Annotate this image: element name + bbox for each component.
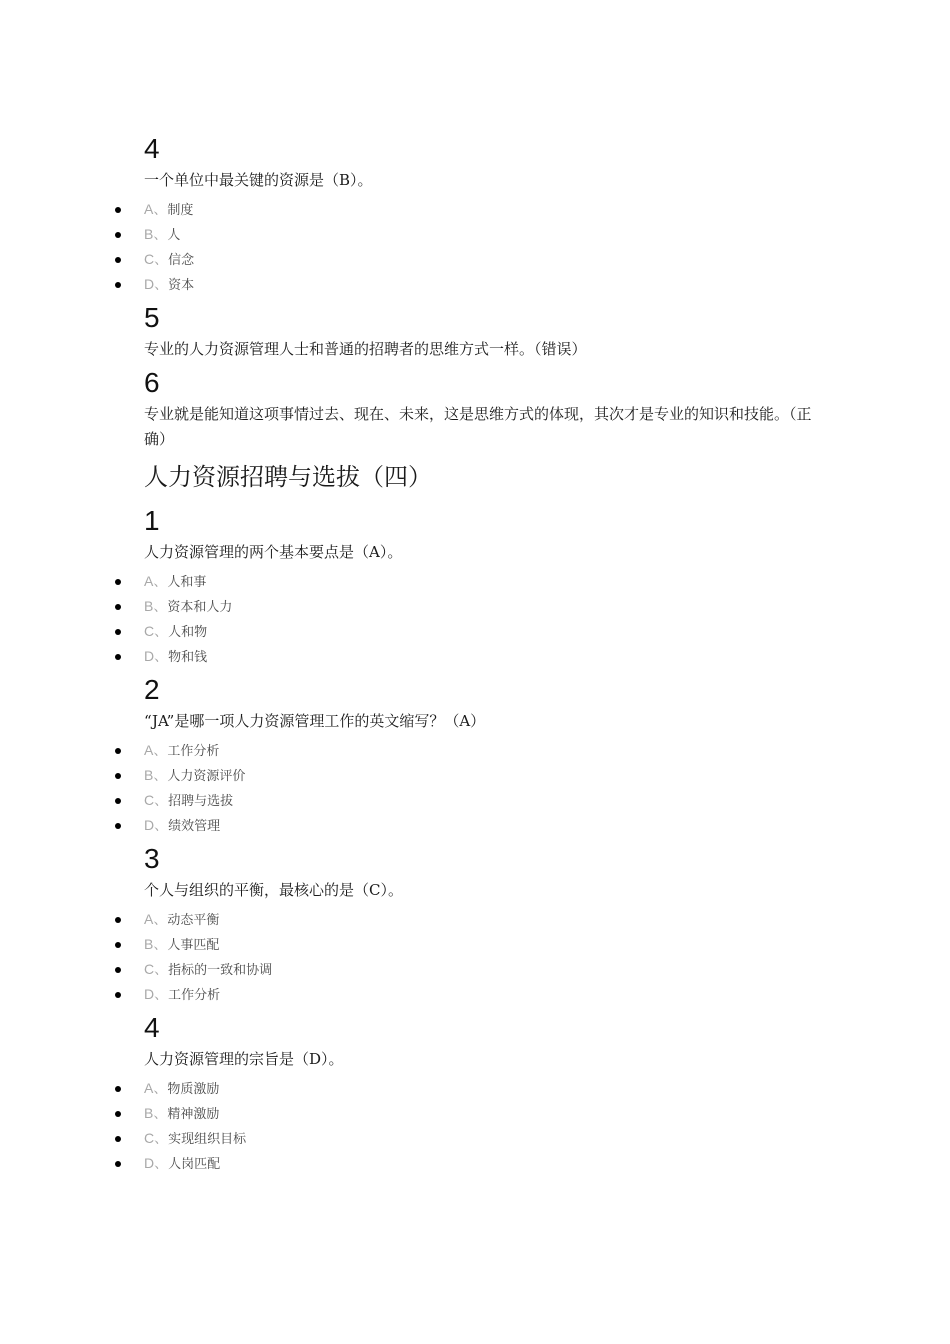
- option-letter: D、: [144, 1155, 169, 1171]
- option-text: 绩效管理: [168, 819, 221, 834]
- option-letter: A、: [144, 1080, 168, 1096]
- option-item: [144, 907, 824, 932]
- option-letter: A、: [144, 201, 168, 217]
- question-text: 人力资源管理的宗旨是（D）。: [144, 1050, 344, 1068]
- option-letter: B、: [144, 936, 168, 952]
- question-number: 2: [144, 674, 160, 705]
- bullet-icon: [115, 604, 121, 610]
- question-text: 个人与组织的平衡，最核心的是（C）。: [144, 881, 403, 899]
- option-item: [144, 1101, 824, 1126]
- option-item: [144, 1151, 824, 1176]
- document-content: [144, 132, 824, 1180]
- option-item: [144, 247, 824, 272]
- option-item: [144, 763, 824, 788]
- bullet-icon: [115, 917, 121, 923]
- option-text: 人力资源评价: [167, 769, 246, 784]
- option-text: 人: [167, 228, 181, 243]
- bullet-icon: [115, 967, 121, 973]
- option-letter: A、: [144, 573, 168, 589]
- bullet-icon: [115, 654, 121, 660]
- option-item: [144, 569, 824, 594]
- option-letter: B、: [144, 598, 168, 614]
- question-block: [144, 673, 824, 838]
- question-block: [144, 301, 824, 362]
- bullet-icon: [115, 1136, 121, 1142]
- bullet-icon: [115, 232, 121, 238]
- option-item: [144, 932, 824, 957]
- bullet-icon: [115, 579, 121, 585]
- option-item: [144, 982, 824, 1007]
- question-text: 人力资源管理的两个基本要点是（A）。: [144, 543, 403, 561]
- question-block: [144, 842, 824, 1007]
- option-list: [144, 569, 824, 669]
- option-item: [144, 1126, 824, 1151]
- option-text: 指标的一致和协调: [168, 963, 273, 978]
- question-number: 1: [144, 505, 160, 536]
- option-item: [144, 1076, 824, 1101]
- option-text: 制度: [167, 203, 194, 218]
- option-list: [144, 197, 824, 297]
- bullet-icon: [115, 773, 121, 779]
- option-text: 实现组织目标: [168, 1132, 247, 1147]
- option-text: 物和钱: [168, 650, 208, 665]
- question-number: 6: [144, 367, 160, 398]
- question-text: 一个单位中最关键的资源是（B）。: [144, 171, 373, 189]
- option-letter: C、: [144, 623, 169, 639]
- question-block: [144, 1011, 824, 1176]
- bullet-icon: [115, 823, 121, 829]
- bullet-icon: [115, 1086, 121, 1092]
- option-text: 资本: [168, 278, 195, 293]
- option-text: 动态平衡: [167, 913, 220, 928]
- option-letter: C、: [144, 961, 169, 977]
- option-item: [144, 788, 824, 813]
- option-list: [144, 738, 824, 838]
- option-item: [144, 957, 824, 982]
- question-block: [144, 366, 824, 452]
- option-letter: A、: [144, 742, 168, 758]
- bullet-icon: [115, 992, 121, 998]
- option-list: [144, 907, 824, 1007]
- option-text: 人岗匹配: [168, 1157, 221, 1172]
- question-number: 5: [144, 302, 160, 333]
- option-text: 工作分析: [168, 988, 221, 1003]
- option-letter: D、: [144, 986, 169, 1002]
- option-text: 工作分析: [167, 744, 220, 759]
- option-item: [144, 272, 824, 297]
- option-letter: C、: [144, 251, 169, 267]
- question-number: 3: [144, 843, 160, 874]
- option-item: [144, 619, 824, 644]
- question-text: 专业的人力资源管理人士和普通的招聘者的思维方式一样。（错误）: [144, 340, 587, 358]
- option-text: 信念: [168, 253, 195, 268]
- question-block: [144, 504, 824, 669]
- option-item: [144, 813, 824, 838]
- bullet-icon: [115, 1161, 121, 1167]
- option-text: 人和事: [167, 575, 207, 590]
- bullet-icon: [115, 942, 121, 948]
- bullet-icon: [115, 257, 121, 263]
- option-item: [144, 222, 824, 247]
- option-text: 招聘与选拔: [168, 794, 234, 809]
- bullet-icon: [115, 1111, 121, 1117]
- option-text: 物质激励: [167, 1082, 220, 1097]
- option-letter: B、: [144, 226, 168, 242]
- option-letter: A、: [144, 911, 168, 927]
- option-list: [144, 1076, 824, 1176]
- bullet-icon: [115, 798, 121, 804]
- question-text: “JA”是哪一项人力资源管理工作的英文缩写？（A）: [144, 712, 486, 730]
- bullet-icon: [115, 748, 121, 754]
- option-letter: D、: [144, 276, 169, 292]
- option-item: [144, 644, 824, 669]
- option-item: [144, 738, 824, 763]
- section-title: 人力资源招聘与选拔（四）: [144, 463, 432, 491]
- question-number: 4: [144, 1012, 160, 1043]
- option-text: 资本和人力: [167, 600, 233, 615]
- question-text: 专业就是能知道这项事情过去、现在、未来，这是思维方式的体现，其次才是专业的知识和技能。（正确）: [144, 405, 812, 448]
- option-letter: D、: [144, 817, 169, 833]
- option-letter: B、: [144, 1105, 168, 1121]
- option-letter: C、: [144, 792, 169, 808]
- option-item: [144, 197, 824, 222]
- option-letter: D、: [144, 648, 169, 664]
- option-text: 人事匹配: [167, 938, 220, 953]
- bullet-icon: [115, 629, 121, 635]
- question-block: [144, 132, 824, 297]
- option-text: 精神激励: [167, 1107, 220, 1122]
- question-number: 4: [144, 133, 160, 164]
- bullet-icon: [115, 207, 121, 213]
- bullet-icon: [115, 282, 121, 288]
- option-letter: B、: [144, 767, 168, 783]
- option-item: [144, 594, 824, 619]
- option-letter: C、: [144, 1130, 169, 1146]
- option-text: 人和物: [168, 625, 208, 640]
